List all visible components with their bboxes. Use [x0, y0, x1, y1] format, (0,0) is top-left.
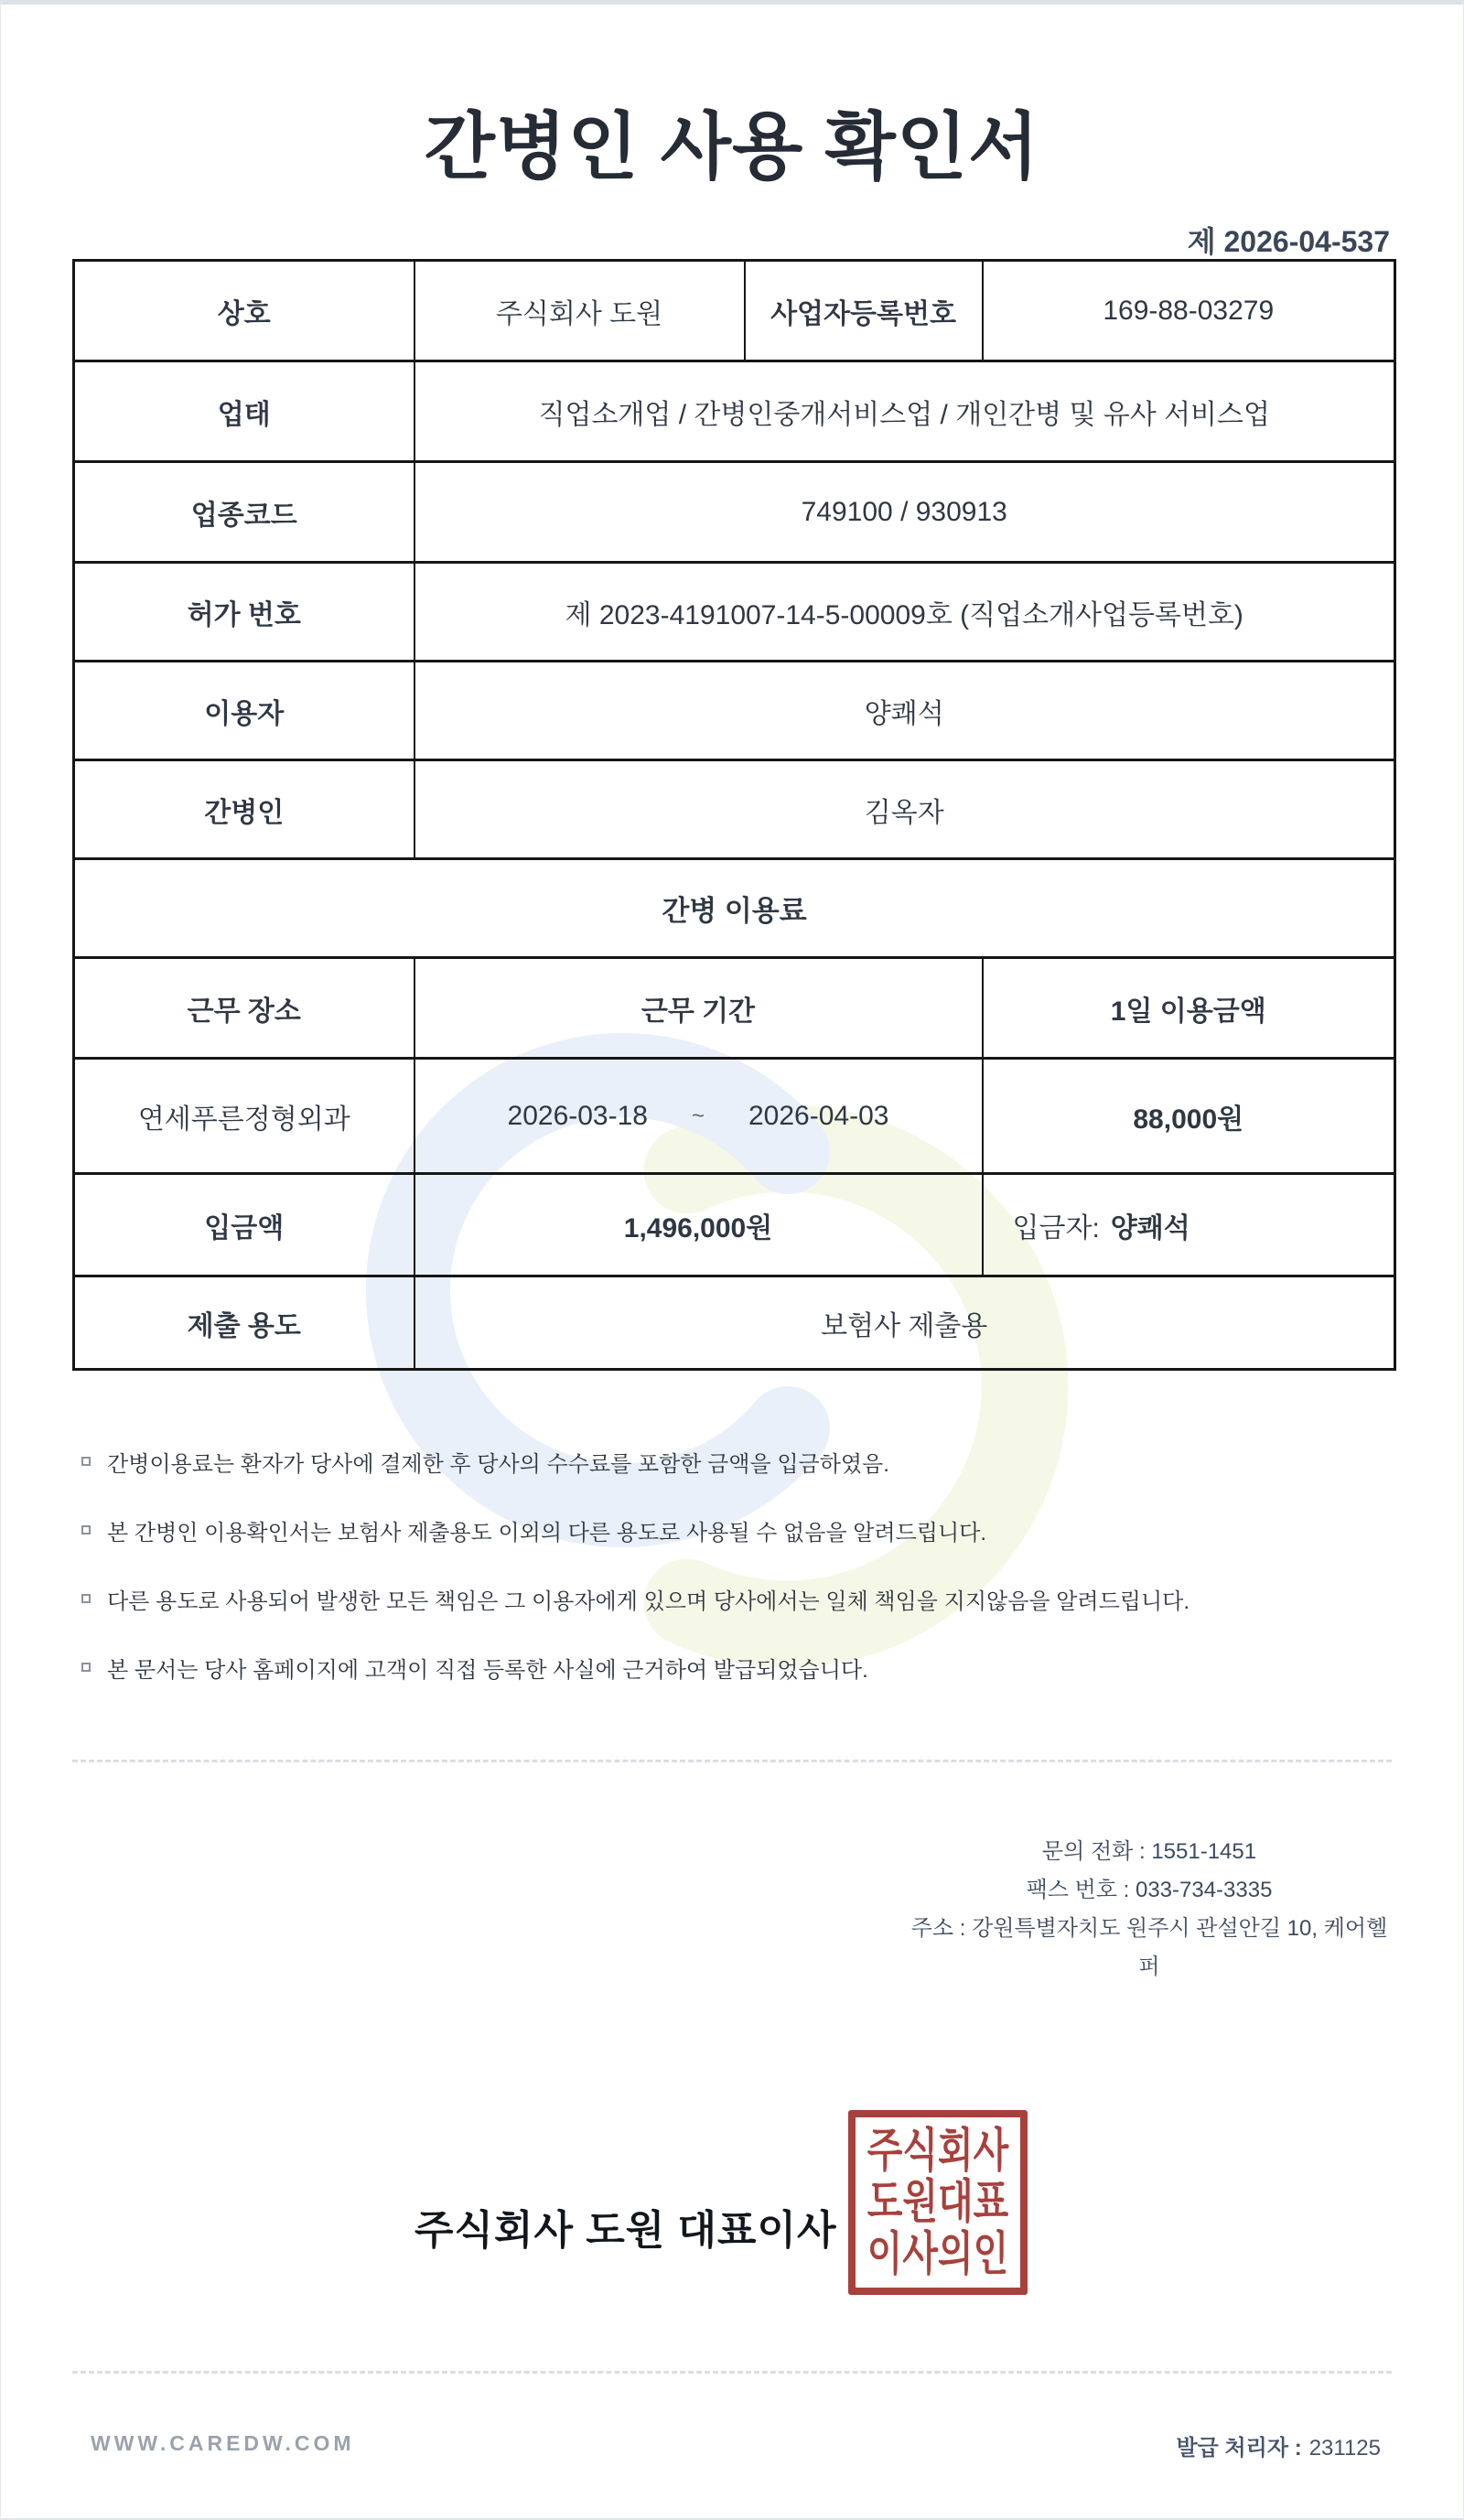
issuer-value: 231125	[1308, 2436, 1381, 2461]
daily-fee-header: 1일 이용금액	[983, 958, 1395, 1059]
note-item	[81, 1586, 1390, 1614]
note-text: 본 간병인 이용확인서는 보험사 제출용도 이외의 다른 용도로 사용될 수 없음을 알려드립니다.	[107, 1520, 987, 1545]
document-number: 제 2026-04-537	[1187, 225, 1390, 258]
deposit-label: 입금액	[74, 1174, 414, 1276]
square-bullet-icon	[81, 1525, 91, 1535]
table-row-caregiver	[74, 760, 1395, 859]
user-label: 이용자	[74, 662, 414, 760]
certificate-table	[72, 259, 1396, 1371]
table-row-company	[74, 261, 1395, 361]
contact-block	[907, 1833, 1392, 1987]
seal-line: 이사의인	[867, 2228, 1009, 2280]
note-item	[81, 1654, 1390, 1683]
place-header: 근무 장소	[74, 958, 414, 1059]
period-value	[414, 1059, 983, 1174]
dashed-divider-top	[72, 1760, 1392, 1762]
period-tilde: ~	[691, 1103, 705, 1128]
depositor-cell	[983, 1174, 1395, 1276]
table-row-biz-type	[74, 361, 1395, 462]
note-text: 간병이용료는 환자가 당사에 결제한 후 당사의 수수료를 포함한 금액을 입금하였음.	[107, 1451, 889, 1477]
table-row-fee-section	[74, 859, 1395, 958]
seal-line: 도원대표	[867, 2176, 1009, 2229]
biz-type-value: 직업소개업 / 간병인중개서비스업 / 개인간병 및 유사 서비스업	[414, 361, 1395, 462]
note-text: 다른 용도로 사용되어 발생한 모든 책임은 그 이용자에게 있으며 당사에서는 일체 책임을 지지않음을 알려드립니다.	[107, 1588, 1190, 1614]
period-end: 2026-04-03	[748, 1100, 889, 1131]
dashed-divider-bottom	[72, 2371, 1392, 2374]
notes-list	[81, 1448, 1390, 1723]
table-row-deposit	[74, 1174, 1395, 1276]
deposit-value: 1,496,000원	[414, 1174, 983, 1276]
note-item	[81, 1517, 1390, 1543]
caregiver-label: 간병인	[74, 760, 414, 859]
table-row-fee-headers	[74, 958, 1395, 1059]
license-label: 허가 번호	[74, 563, 414, 662]
seal-line: 주식회사	[867, 2125, 1009, 2177]
user-value: 양쾌석	[414, 662, 1395, 760]
table-row-fee-values	[74, 1059, 1395, 1174]
square-bullet-icon	[81, 1594, 91, 1603]
period-header: 근무 기간	[414, 958, 983, 1059]
place-value: 연세푸른정형외과	[74, 1059, 414, 1174]
biz-reg-value: 169-88-03279	[983, 261, 1395, 361]
square-bullet-icon	[81, 1663, 91, 1672]
ceo-signature-text: 주식회사 도원 대표이사	[414, 2208, 837, 2253]
contact-address: 주소 : 강원특별자치도 원주시 관설안길 10, 케어헬퍼	[910, 1916, 1388, 1979]
contact-phone: 문의 전화 : 1551-1451	[1041, 1839, 1257, 1864]
caregiver-value: 김옥자	[414, 760, 1395, 859]
issuer-info	[1176, 2429, 1381, 2461]
issuer-label: 발급 처리자 :	[1176, 2436, 1302, 2461]
table-row-user	[74, 662, 1395, 760]
contact-fax: 팩스 번호 : 033-734-3335	[1026, 1878, 1273, 1902]
table-row-license	[74, 563, 1395, 662]
table-row-industry-code	[74, 462, 1395, 563]
biz-type-label: 업태	[74, 361, 414, 462]
license-value: 제 2023-4191007-14-5-00009호 (직업소개사업등록번호)	[414, 563, 1395, 662]
corporate-seal-stamp	[848, 2110, 1028, 2295]
depositor-label: 입금자:	[1012, 1212, 1100, 1244]
page-title: 간병인 사용 확인서	[424, 106, 1040, 188]
note-item	[81, 1448, 1390, 1477]
depositor-name: 양쾌석	[1110, 1212, 1190, 1244]
period-start: 2026-03-18	[507, 1100, 648, 1131]
note-text: 본 문서는 당사 홈페이지에 고객이 직접 등록한 사실에 근거하여 발급되었습니다.	[107, 1657, 868, 1683]
square-bullet-icon	[81, 1457, 91, 1466]
company-value: 주식회사 도원	[414, 261, 745, 361]
purpose-label: 제출 용도	[74, 1276, 414, 1370]
fee-section-title: 간병 이용료	[74, 859, 1395, 958]
website-url: WWW.CAREDW.COM	[91, 2431, 355, 2455]
purpose-value: 보험사 제출용	[414, 1276, 1395, 1370]
table-row-purpose	[74, 1276, 1395, 1370]
daily-fee-value: 88,000원	[983, 1059, 1395, 1174]
company-label: 상호	[74, 261, 414, 361]
industry-code-value: 749100 / 930913	[414, 462, 1395, 563]
biz-reg-label: 사업자등록번호	[745, 261, 983, 361]
industry-code-label: 업종코드	[74, 462, 414, 563]
